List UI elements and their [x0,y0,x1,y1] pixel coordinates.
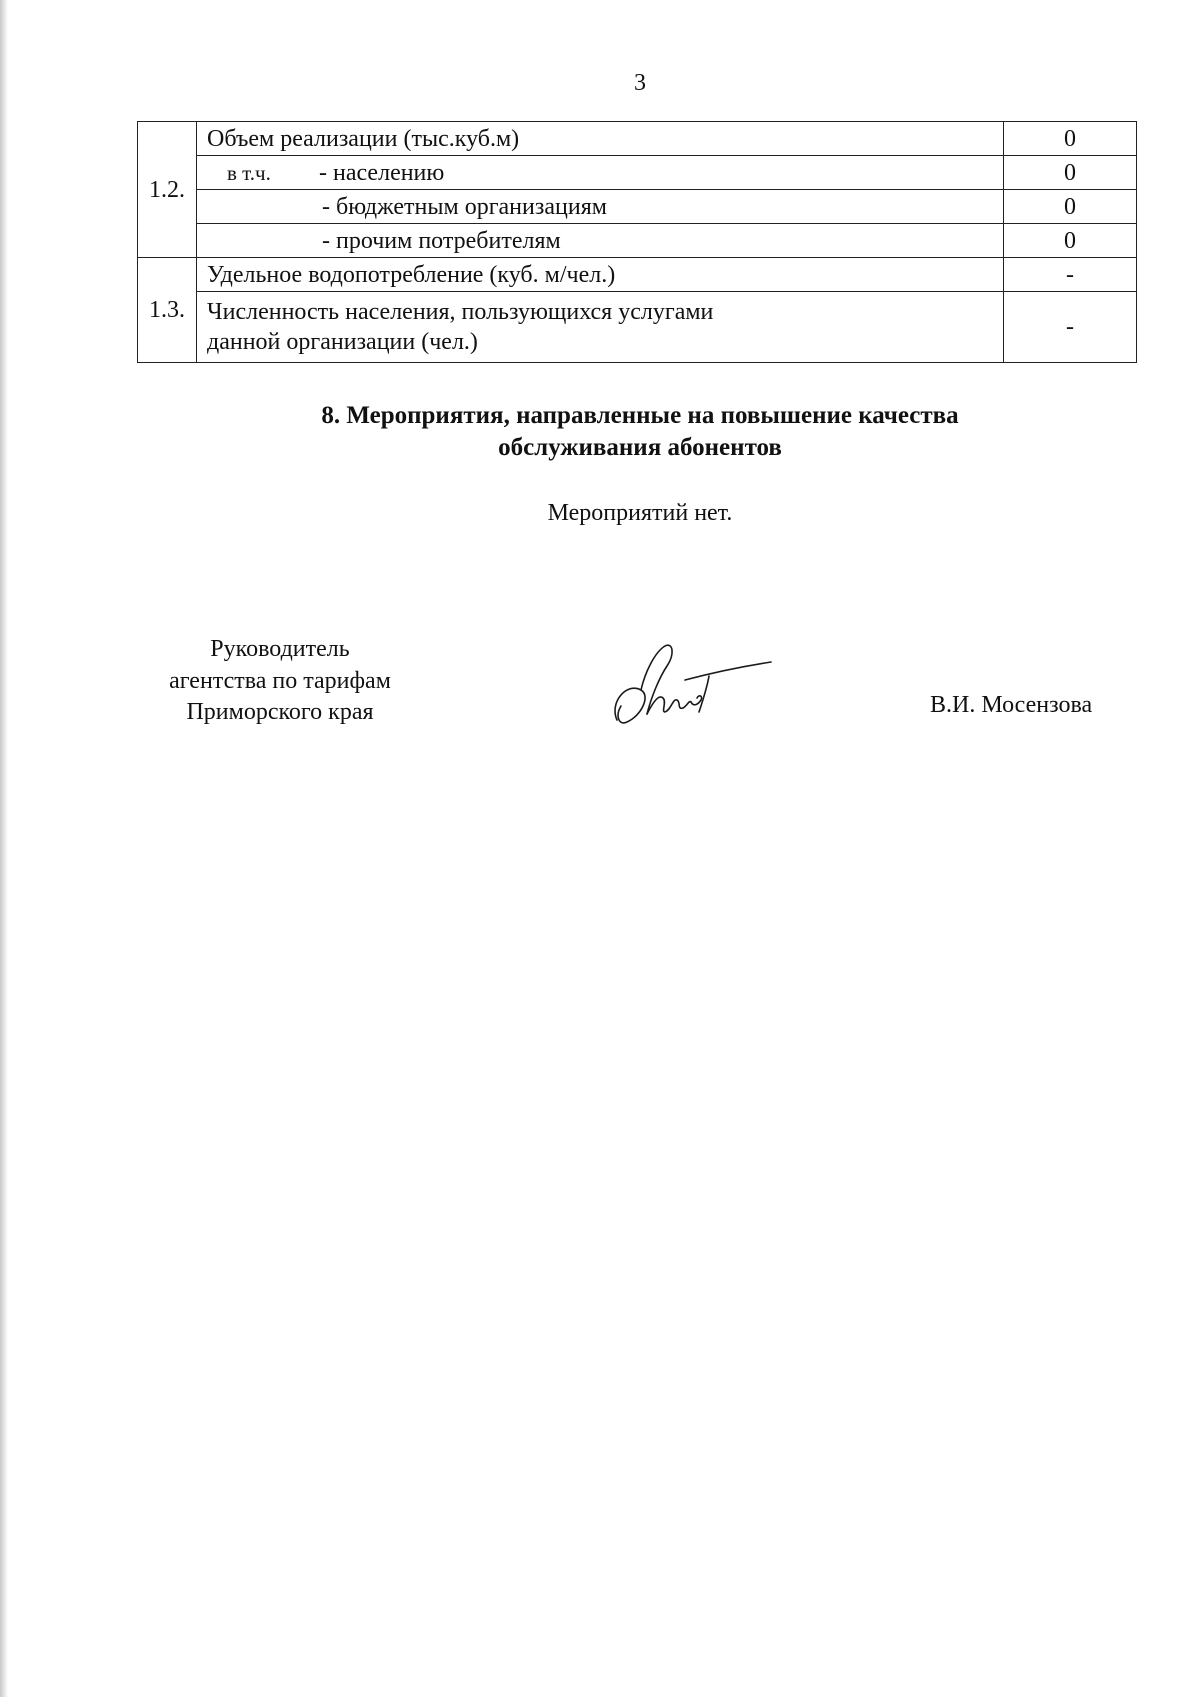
signer-position-line: Руководитель [210,636,350,662]
row-value: 0 [1004,156,1137,190]
signer-name: В.И. Мосензова [930,692,1093,718]
row-number: 1.3. [138,258,197,363]
row-label: - бюджетным организациям [197,190,1004,224]
scan-edge-shadow [0,0,8,1697]
table-row [138,122,1137,156]
section-title-line: 8. Мероприятия, направленные на повышение качества [321,402,959,429]
row-label: Объем реализации (тыс.куб.м) [197,122,1004,156]
section-body: Мероприятий нет. [547,500,733,526]
row-value: - [1004,292,1137,363]
table-row [138,292,1137,363]
handwritten-signature [605,640,775,735]
row-label-line: Численность населения, пользующихся услугами [207,299,714,325]
row-label-text: - населению [319,159,445,186]
table-row [138,190,1137,224]
row-label [197,292,1004,363]
row-value: 0 [1004,122,1137,156]
section-title-line: обслуживания абонентов [498,434,782,461]
section-title [150,400,1130,464]
row-value: 0 [1004,224,1137,258]
row-label [197,156,1004,190]
table-row [138,224,1137,258]
row-label: - прочим потребителям [197,224,1004,258]
page-number: 3 [634,70,646,96]
row-number: 1.2. [138,122,197,258]
signer-position [130,634,430,729]
signer-position-line: Приморского края [186,699,374,726]
row-value: - [1004,258,1137,292]
row-prefix: в т.ч. [227,160,271,185]
indicators-table [137,121,1137,363]
row-label: Удельное водопотребление (куб. м/чел.) [197,258,1004,292]
row-label-line: данной организации (чел.) [207,329,478,355]
signer-position-line: агентства по тарифам [169,667,391,694]
table-row [138,258,1137,292]
row-value: 0 [1004,190,1137,224]
table-row [138,156,1137,190]
